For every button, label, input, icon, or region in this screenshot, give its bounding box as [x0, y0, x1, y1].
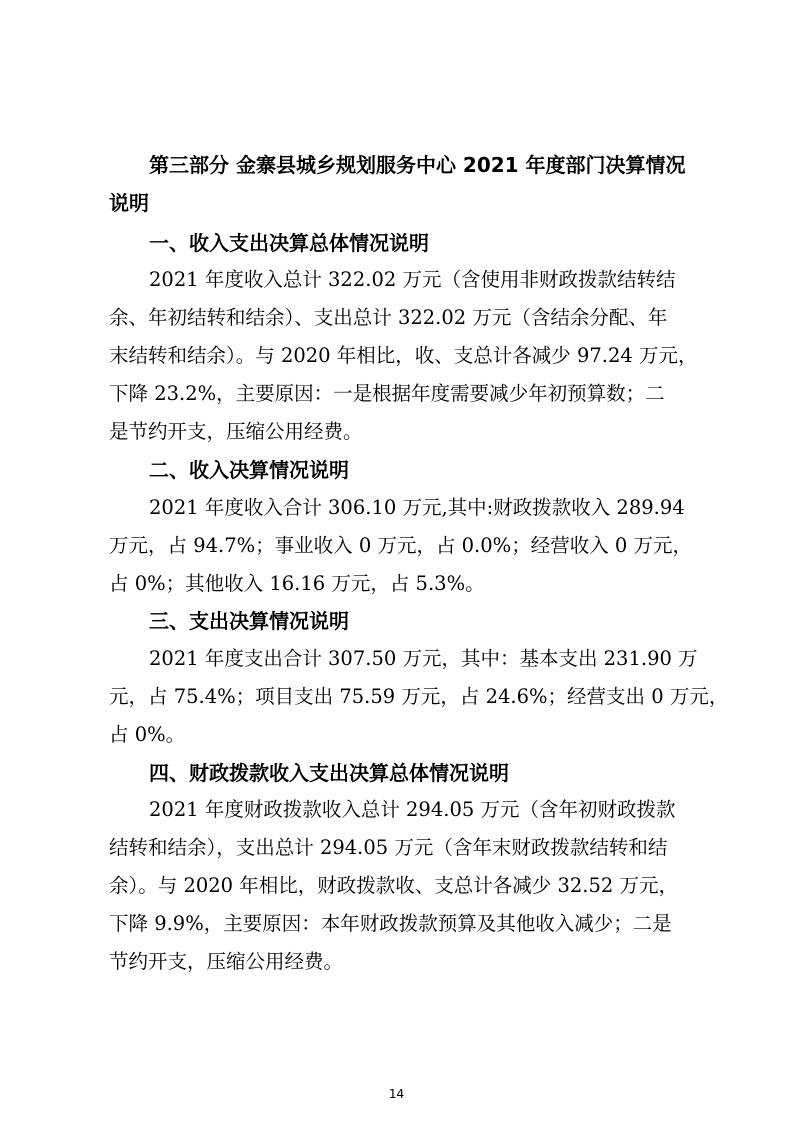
doc-title-line-2: 说明 — [109, 191, 149, 215]
paragraph-line: 元，占 75.4%；项目支出 75.59 万元，占 24.6%；经营支出 0 万元， — [109, 685, 729, 708]
page-number: 14 — [388, 1087, 405, 1101]
paragraph-line: 占 0%；其他收入 16.16 万元，占 5.3%。 — [109, 572, 485, 595]
paragraph-line: 2021 年度支出合计 307.50 万元，其中：基本支出 231.90 万 — [149, 647, 698, 670]
paragraph-line: 下降 9.9%，主要原因：本年财政拨款预算及其他收入减少；二是 — [109, 912, 672, 935]
paragraph-line: 下降 23.2%，主要原因：一是根据年度需要减少年初预算数；二 — [109, 382, 665, 405]
section-heading-4: 四、财政拨款收入支出决算总体情况说明 — [149, 761, 509, 785]
paragraph-line: 结转和结余），支出总计 294.05 万元（含年末财政拨款结转和结 — [109, 836, 668, 859]
paragraph-line: 万元，占 94.7%；事业收入 0 万元，占 0.0%；经营收入 0 万元， — [109, 534, 692, 557]
section-heading-3: 三、支出决算情况说明 — [149, 609, 349, 633]
section-heading-2: 二、收入决算情况说明 — [149, 458, 349, 482]
paragraph-line: 2021 年度收入合计 306.10 万元,其中:财政拨款收入 289.94 — [149, 496, 685, 519]
section-heading-1: 一、收入支出决算总体情况说明 — [149, 231, 429, 255]
doc-title-line-1: 第三部分 金寨县城乡规划服务中心 2021 年度部门决算情况 — [149, 153, 686, 177]
paragraph-line: 是节约开支，压缩公用经费。 — [109, 420, 363, 443]
paragraph-line: 节约开支，压缩公用经费。 — [109, 950, 344, 973]
paragraph-line: 占 0%。 — [109, 723, 186, 746]
paragraph-line: 余）。与 2020 年相比，财政拨款收、支总计各减少 32.52 万元， — [109, 874, 678, 897]
paragraph-line: 2021 年度收入总计 322.02 万元（含使用非财政拨款结转结 — [149, 268, 676, 291]
paragraph-line: 2021 年度财政拨款收入总计 294.05 万元（含年初财政拨款 — [149, 798, 676, 821]
paragraph-line: 末结转和结余）。与 2020 年相比，收、支总计各减少 97.24 万元， — [109, 344, 698, 367]
paragraph-line: 余、年初结转和结余）、支出总计 322.02 万元（含结余分配、年 — [109, 306, 668, 329]
